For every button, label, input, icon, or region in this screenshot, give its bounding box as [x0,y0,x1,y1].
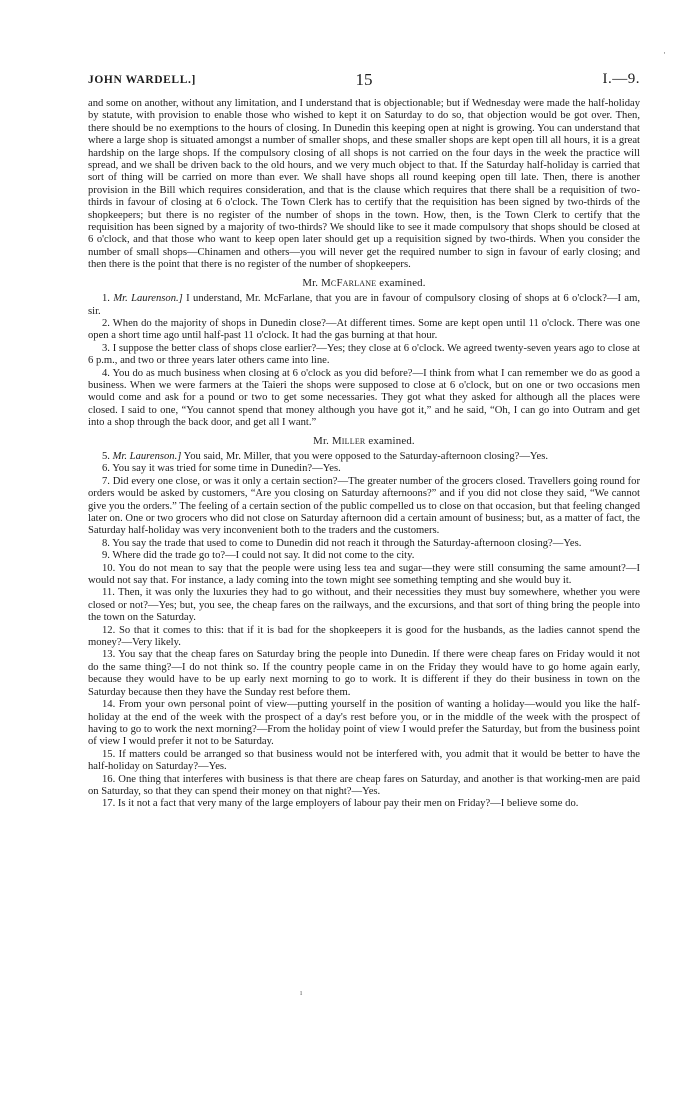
intro-paragraph: and some on another, without any limitation, and I understand that is objectionable; but if Wednesday were made the half-holiday by statute, with provision to enable those who wished to kept it on Saturday to do so, that objection would be got over. Then, there should be no exemptions to the hours of closing. In Dunedin this keeping open at night is growing. You can understand that where a large shop is situated amongst a number of smaller shops, and these smaller shops are kept open till all hours, it is a great hardship on the large shops. If the compulsory closing of all shops is not carried on the four days in the week the practice will spread, and we shall be driven back to the old hours, and we very much object to that. If the Saturday half-holiday is carried that sort of thing will be carried on more than ever. We shall have shops all round keeping open till late. Then, there is another provision in the Bill which requires consideration, and that is the clause which requires that there shall be a requisition of two-thirds in favour of closing at 6 o'clock. The Town Clerk has to certify that the requisition has been signed by two-thirds of the shopkeepers; but there is no register of the number of shops in the town. How, then, is the Town Clerk to certify that the requisition has been signed by a majority of two-thirds? We should like to see it made compulsory that shops should be closed at 6 o'clock, and that those who want to keep open later should get up a requisition signed by two-thirds. When you consider the number of small shops—Chinamen and others—you will never get the required number to sign in favour of early closing; and then there is the point that there is no register of the number of shopkeepers. [88,98,640,271]
question-paragraph [88,774,640,799]
question-text: You say it was tried for some time in Dunedin?—Yes. [112,463,341,475]
question-number: 15. [102,748,116,760]
document-page [88,70,640,811]
question-text: I suppose the better class of shops close earlier?—Yes; they close at 6 o'clock. We agreed twenty-seven years ago to close at 6 p.m., and two or three years later others came into line. [88,342,640,367]
question-text: So that it comes to this: that if it is bad for the shopkeepers it is good for the husbands, as the ladies cannot spend the money?—Very likely. [88,624,640,649]
question-number: 6. [102,463,110,475]
question-text: From your own personal point of view—putting yourself in the position of wanting a holiday—would you like the half-holiday at the end of the week with the prospect of a day's rest before you, or in the middle of the week with the prospect of having to go to work the next morning?—From the holiday point of view I would prefer the Saturday, but from the business point of view I would prefer it not to be Saturday. [88,699,640,748]
question-text: You say the trade that used to come to Dunedin did not reach it through the Saturday-afternoon closing?—Yes. [112,537,582,549]
question-number: 9. [102,550,110,562]
question-text: You do not mean to say that the people were using less tea and sugar—they were still consuming the same amount?—I would not say that. For instance, a lady coming into the town might see something tempting and she would buy it. [88,562,640,587]
question-text: You do as much business when closing at 6 o'clock as you did before?—I think from what I can remember we do as good a business. When we were farmers at the Taieri the shops were supposed to close at 6 o'clock, but on one or two occasions men would come and ask for a pound or two to get some necessaries. They got what they asked for although all the places were closed. I said to one, “You cannot spend that money although you have got it,” and he said, “Oh, I can go into Outram and get into a shop through the back door, and get all I want.” [88,367,640,429]
section-heading-miller [88,435,640,447]
question-text: Is it not a fact that very many of the large employers of labour pay their men on Friday?—I believe some do. [117,798,579,810]
header-author: JOHN WARDELL.] [88,74,196,86]
question-paragraph [88,649,640,699]
question-paragraph [88,798,640,810]
question-number: 3. [102,342,110,354]
running-header [88,70,640,94]
question-paragraph [88,563,640,588]
question-paragraph [88,625,640,650]
examiner-name: Mr. Laurenson.] [113,293,183,305]
question-text: One thing that interferes with business is that there are cheap fares on Saturday, and another is that working-men are paid on Saturday, so that they can spend their money on that night?—Yes. [88,773,640,797]
question-paragraph [88,368,640,430]
question-paragraph [88,476,640,538]
question-number: 17. [102,798,116,810]
question-number: 10. [102,562,116,574]
question-text: If matters could be arranged so that business would not be interfered with, you admit that it would be better to have the half-holiday on Saturday?—Yes. [88,748,640,773]
question-paragraph [88,550,640,562]
question-number: 2. [102,317,110,329]
question-text: Did every one close, or was it only a certain section?—The greater number of the grocers closed. Travellers going round for orders would be asked by customers, “Are you closing on Saturday afternoons?” and if you did not close they said, “We cannot give you the orders.” The feeling of a certain section of the public compelled us to close on that occasion, but that feeling changed later on. One or two grocers who did not close on Saturday afternoon did a certain amount of business; but, as a matter of fact, the Saturday half-holiday was very inconvenient both to the traders and the customers. [88,475,640,537]
question-text: You said, Mr. Miller, that you were opposed to the Saturday-afternoon closing?—Yes. [181,450,548,462]
question-number: 14. [102,699,116,711]
question-number: 13. [102,649,116,661]
section-suffix: examined. [376,276,426,289]
examiner-name: Mr. Laurenson.] [112,450,182,462]
document-body [88,98,640,811]
section-prefix: Mr. [313,434,332,447]
question-number: 7. [102,475,110,487]
question-text: Where did the trade go to?—I could not say. It did not come to the city. [112,550,415,562]
section-prefix: Mr. [302,276,322,289]
question-text: Then, it was only the luxuries they had to go without, and their necessities they must buy somewhere, whether you were closed or not?—Yes; but, you see, the cheap fares on the railways, and the excursions, and that sort of thing bring the people into the town on the Saturday. [88,587,641,624]
question-number: 4. [102,367,110,379]
question-number: 8. [102,537,110,549]
question-text: You say that the cheap fares on Saturday bring the people into Dunedin. If there were cheap fares on Friday would it not do the same thing?—I do not think so. If the country people came in on the Friday they would have to go home again early, because they would have to be up early next morning to go to work. It is different if they do their business in town on the Saturday because then they have the Sunday rest before them. [88,649,640,698]
section-heading-mcfarlane [88,277,640,289]
witness-name: Miller [331,434,366,447]
question-paragraph [88,463,640,475]
question-number: 12. [102,624,116,636]
question-paragraph [88,318,640,343]
margin-mark: · [663,48,666,58]
question-text: When do the majority of shops in Dunedin close?—At different times. Some are kept open until 11 o'clock. There was one open a short time ago until half-past 11 o'clock. It had the gas burning at that hour. [88,317,640,342]
question-paragraph [88,293,640,318]
header-page-number: 15 [355,70,373,89]
question-number: 5. [102,450,110,462]
question-paragraph [88,343,640,368]
question-number: 11. [102,587,115,599]
scan-mark: ı [300,988,303,997]
question-number: 16. [102,773,116,785]
question-paragraph [88,699,640,749]
header-document-code: I.—9. [602,71,640,87]
section-suffix: examined. [365,434,415,447]
question-text: I understand, Mr. McFarlane, that you are in favour of compulsory closing of shops at 6 o'clock?—I am, sir. [88,293,640,317]
witness-name: McFarlane [321,276,377,289]
question-paragraph [88,538,640,550]
question-number: 1. [102,293,110,305]
question-paragraph [88,451,640,463]
question-paragraph [88,587,640,624]
question-paragraph [88,749,640,774]
